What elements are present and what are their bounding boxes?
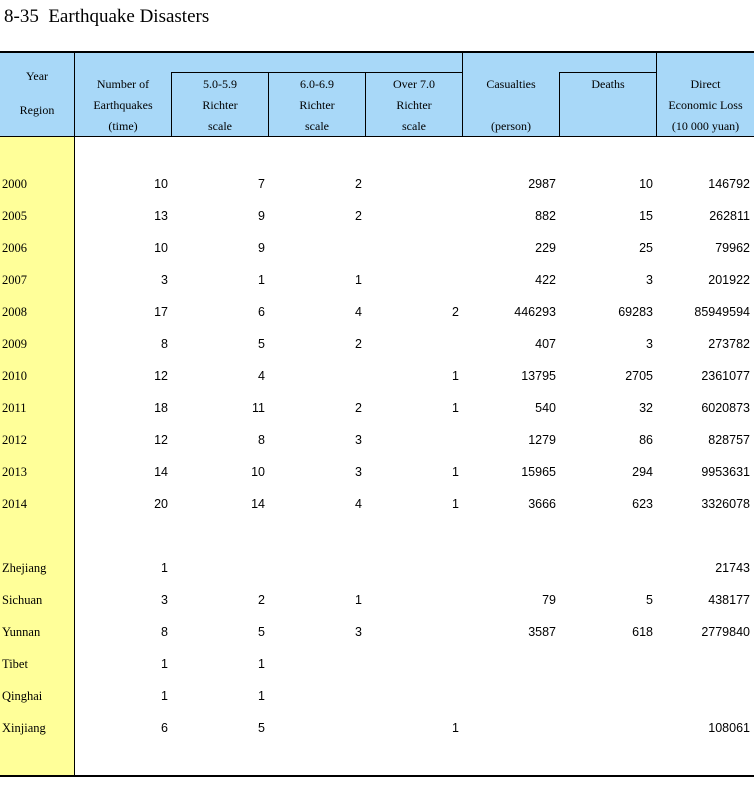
- row-label: 2012: [2, 433, 27, 447]
- cell-r6: 3: [355, 433, 362, 447]
- row-label: Xinjiang: [2, 721, 46, 735]
- table-row: [0, 460, 754, 484]
- cell-r6: 1: [355, 593, 362, 607]
- cell-deaths: 3: [646, 273, 653, 287]
- cell-cas: 882: [535, 209, 556, 223]
- cell-deaths: 69283: [618, 305, 653, 319]
- cell-deaths: 294: [632, 465, 653, 479]
- cell-r7: 1: [452, 401, 459, 415]
- cell-num: 8: [161, 337, 168, 351]
- cell-loss: 79962: [715, 241, 750, 255]
- header-year: Year: [25, 69, 49, 83]
- cell-r5: 1: [258, 689, 265, 703]
- cell-num: 3: [161, 273, 168, 287]
- cell-num: 1: [161, 689, 168, 703]
- table-row: [0, 268, 754, 292]
- table-row: [0, 492, 754, 516]
- cell-r7: 1: [452, 465, 459, 479]
- cell-r6: 3: [355, 465, 362, 479]
- row-label: 2010: [2, 369, 27, 383]
- cell-loss: 2361077: [701, 369, 750, 383]
- cell-r5: 1: [258, 273, 265, 287]
- cell-loss: 21743: [715, 561, 750, 575]
- cell-loss: 273782: [708, 337, 750, 351]
- table-row: [0, 428, 754, 452]
- cell-r6: 2: [355, 337, 362, 351]
- cell-num: 1: [161, 657, 168, 671]
- cell-loss: 108061: [708, 721, 750, 735]
- row-label: Yunnan: [2, 625, 41, 639]
- cell-r5: 11: [252, 401, 265, 415]
- table-row: [0, 652, 754, 676]
- row-label: 2011: [2, 401, 27, 415]
- cell-r5: 8: [258, 433, 265, 447]
- cell-r6: 4: [355, 305, 362, 319]
- header-casualties-unit: (person): [491, 119, 531, 133]
- cell-loss: [0, 684, 750, 708]
- cell-num: 12: [154, 433, 168, 447]
- cell-r5: 6: [258, 305, 265, 319]
- cell-r5: 2: [258, 593, 265, 607]
- cell-cas: 13795: [521, 369, 556, 383]
- cell-num: 6: [161, 721, 168, 735]
- row-label: 2008: [2, 305, 27, 319]
- cell-cas: 540: [535, 401, 556, 415]
- cell-deaths: 2705: [625, 369, 653, 383]
- table-row: [0, 172, 754, 196]
- cell-r5: 9: [258, 241, 265, 255]
- row-label: 2005: [2, 209, 27, 223]
- row-label: 2013: [2, 465, 27, 479]
- table-row: [0, 396, 754, 420]
- cell-deaths: 25: [639, 241, 653, 255]
- cell-num: 8: [161, 625, 168, 639]
- cell-r7: 1: [452, 497, 459, 511]
- table-row: [0, 236, 754, 260]
- cell-deaths: 618: [632, 625, 653, 639]
- cell-num: 1: [161, 561, 168, 575]
- header-casualties: Casualties: [486, 77, 536, 91]
- row-label: Sichuan: [2, 593, 43, 607]
- row-label: 2007: [2, 273, 27, 287]
- table-row: [0, 364, 754, 388]
- row-label: Qinghai: [2, 689, 43, 703]
- cell-r6: 3: [355, 625, 362, 639]
- cell-num: 17: [154, 305, 168, 319]
- cell-deaths: 86: [639, 433, 653, 447]
- header-sub-rule: [171, 72, 463, 73]
- cell-loss: 9953631: [701, 465, 750, 479]
- header-sub-rule-deaths: [559, 72, 657, 73]
- row-label: Zhejiang: [2, 561, 47, 575]
- page-title: 8-35 Earthquake Disasters: [4, 6, 210, 27]
- header-number-of-earthquakes: Number of Earthquakes (time): [93, 77, 153, 133]
- cell-r6: 2: [355, 401, 362, 415]
- row-label: 2014: [2, 497, 27, 511]
- cell-r6: 1: [355, 273, 362, 287]
- cell-loss: 146792: [708, 177, 750, 191]
- cell-deaths: 623: [632, 497, 653, 511]
- table-row: [0, 556, 754, 580]
- cell-cas: 446293: [514, 305, 556, 319]
- cell-loss: 828757: [708, 433, 750, 447]
- row-label: 2009: [2, 337, 27, 351]
- table-row: [0, 300, 754, 324]
- cell-r5: 4: [258, 369, 265, 383]
- cell-loss: 201922: [708, 273, 750, 287]
- cell-r5: 5: [258, 337, 265, 351]
- cell-cas: 1279: [528, 433, 556, 447]
- cell-loss: [0, 652, 750, 676]
- header-deaths: Deaths: [591, 77, 625, 91]
- cell-num: 18: [154, 401, 168, 415]
- cell-r5: 5: [258, 625, 265, 639]
- cell-deaths: 32: [639, 401, 653, 415]
- cell-r5: 9: [258, 209, 265, 223]
- cell-cas: 422: [535, 273, 556, 287]
- cell-loss: 85949594: [694, 305, 750, 319]
- header-richter-5: 5.0-5.9 Richter scale: [202, 77, 238, 133]
- cell-r5: 10: [251, 465, 265, 479]
- table-row: [0, 620, 754, 644]
- cell-loss: 6020873: [701, 401, 750, 415]
- header-richter-6: 6.0-6.9 Richter scale: [299, 77, 335, 133]
- cell-r5: 5: [258, 721, 265, 735]
- cell-r7: 1: [452, 721, 459, 735]
- header-richter-7: Over 7.0 Richter scale: [393, 77, 435, 133]
- cell-r5: 1: [258, 657, 265, 671]
- cell-num: 12: [154, 369, 168, 383]
- cell-num: 14: [154, 465, 168, 479]
- cell-r7: 2: [452, 305, 459, 319]
- row-label: 2006: [2, 241, 27, 255]
- cell-loss: 262811: [709, 209, 750, 223]
- cell-r5: 7: [258, 177, 265, 191]
- cell-loss: 3326078: [701, 497, 750, 511]
- table-row: [0, 332, 754, 356]
- cell-num: 10: [154, 177, 168, 191]
- table-row: [0, 204, 754, 228]
- cell-deaths: 10: [639, 177, 653, 191]
- row-label: 2000: [2, 177, 27, 191]
- header-region: Region: [19, 103, 55, 117]
- row-label-column-background: [0, 136, 74, 776]
- table-row: [0, 588, 754, 612]
- cell-cas: 407: [535, 337, 556, 351]
- cell-r6: 2: [355, 209, 362, 223]
- cell-cas: 15965: [521, 465, 556, 479]
- cell-deaths: 5: [646, 593, 653, 607]
- table-bottom-rule: [0, 775, 754, 777]
- table-row: [0, 716, 754, 740]
- cell-num: 3: [161, 593, 168, 607]
- cell-loss: 2779840: [701, 625, 750, 639]
- cell-num: 13: [154, 209, 168, 223]
- cell-deaths: 15: [639, 209, 653, 223]
- header-direct-economic-loss: Direct Economic Loss (10 000 yuan): [668, 77, 743, 133]
- row-label: Tibet: [2, 657, 28, 671]
- cell-r6: 2: [355, 177, 362, 191]
- cell-loss: 438177: [708, 593, 750, 607]
- cell-r7: 1: [452, 369, 459, 383]
- table-row: [0, 684, 754, 708]
- cell-cas: 79: [542, 593, 556, 607]
- cell-cas: 229: [535, 241, 556, 255]
- cell-deaths: 3: [646, 337, 653, 351]
- cell-num: 20: [154, 497, 168, 511]
- cell-num: 10: [154, 241, 168, 255]
- cell-r6: 4: [355, 497, 362, 511]
- cell-cas: 3666: [528, 497, 556, 511]
- cell-cas: 3587: [528, 625, 556, 639]
- table-top-rule: [0, 51, 754, 53]
- cell-r5: 14: [251, 497, 265, 511]
- cell-cas: 2987: [528, 177, 556, 191]
